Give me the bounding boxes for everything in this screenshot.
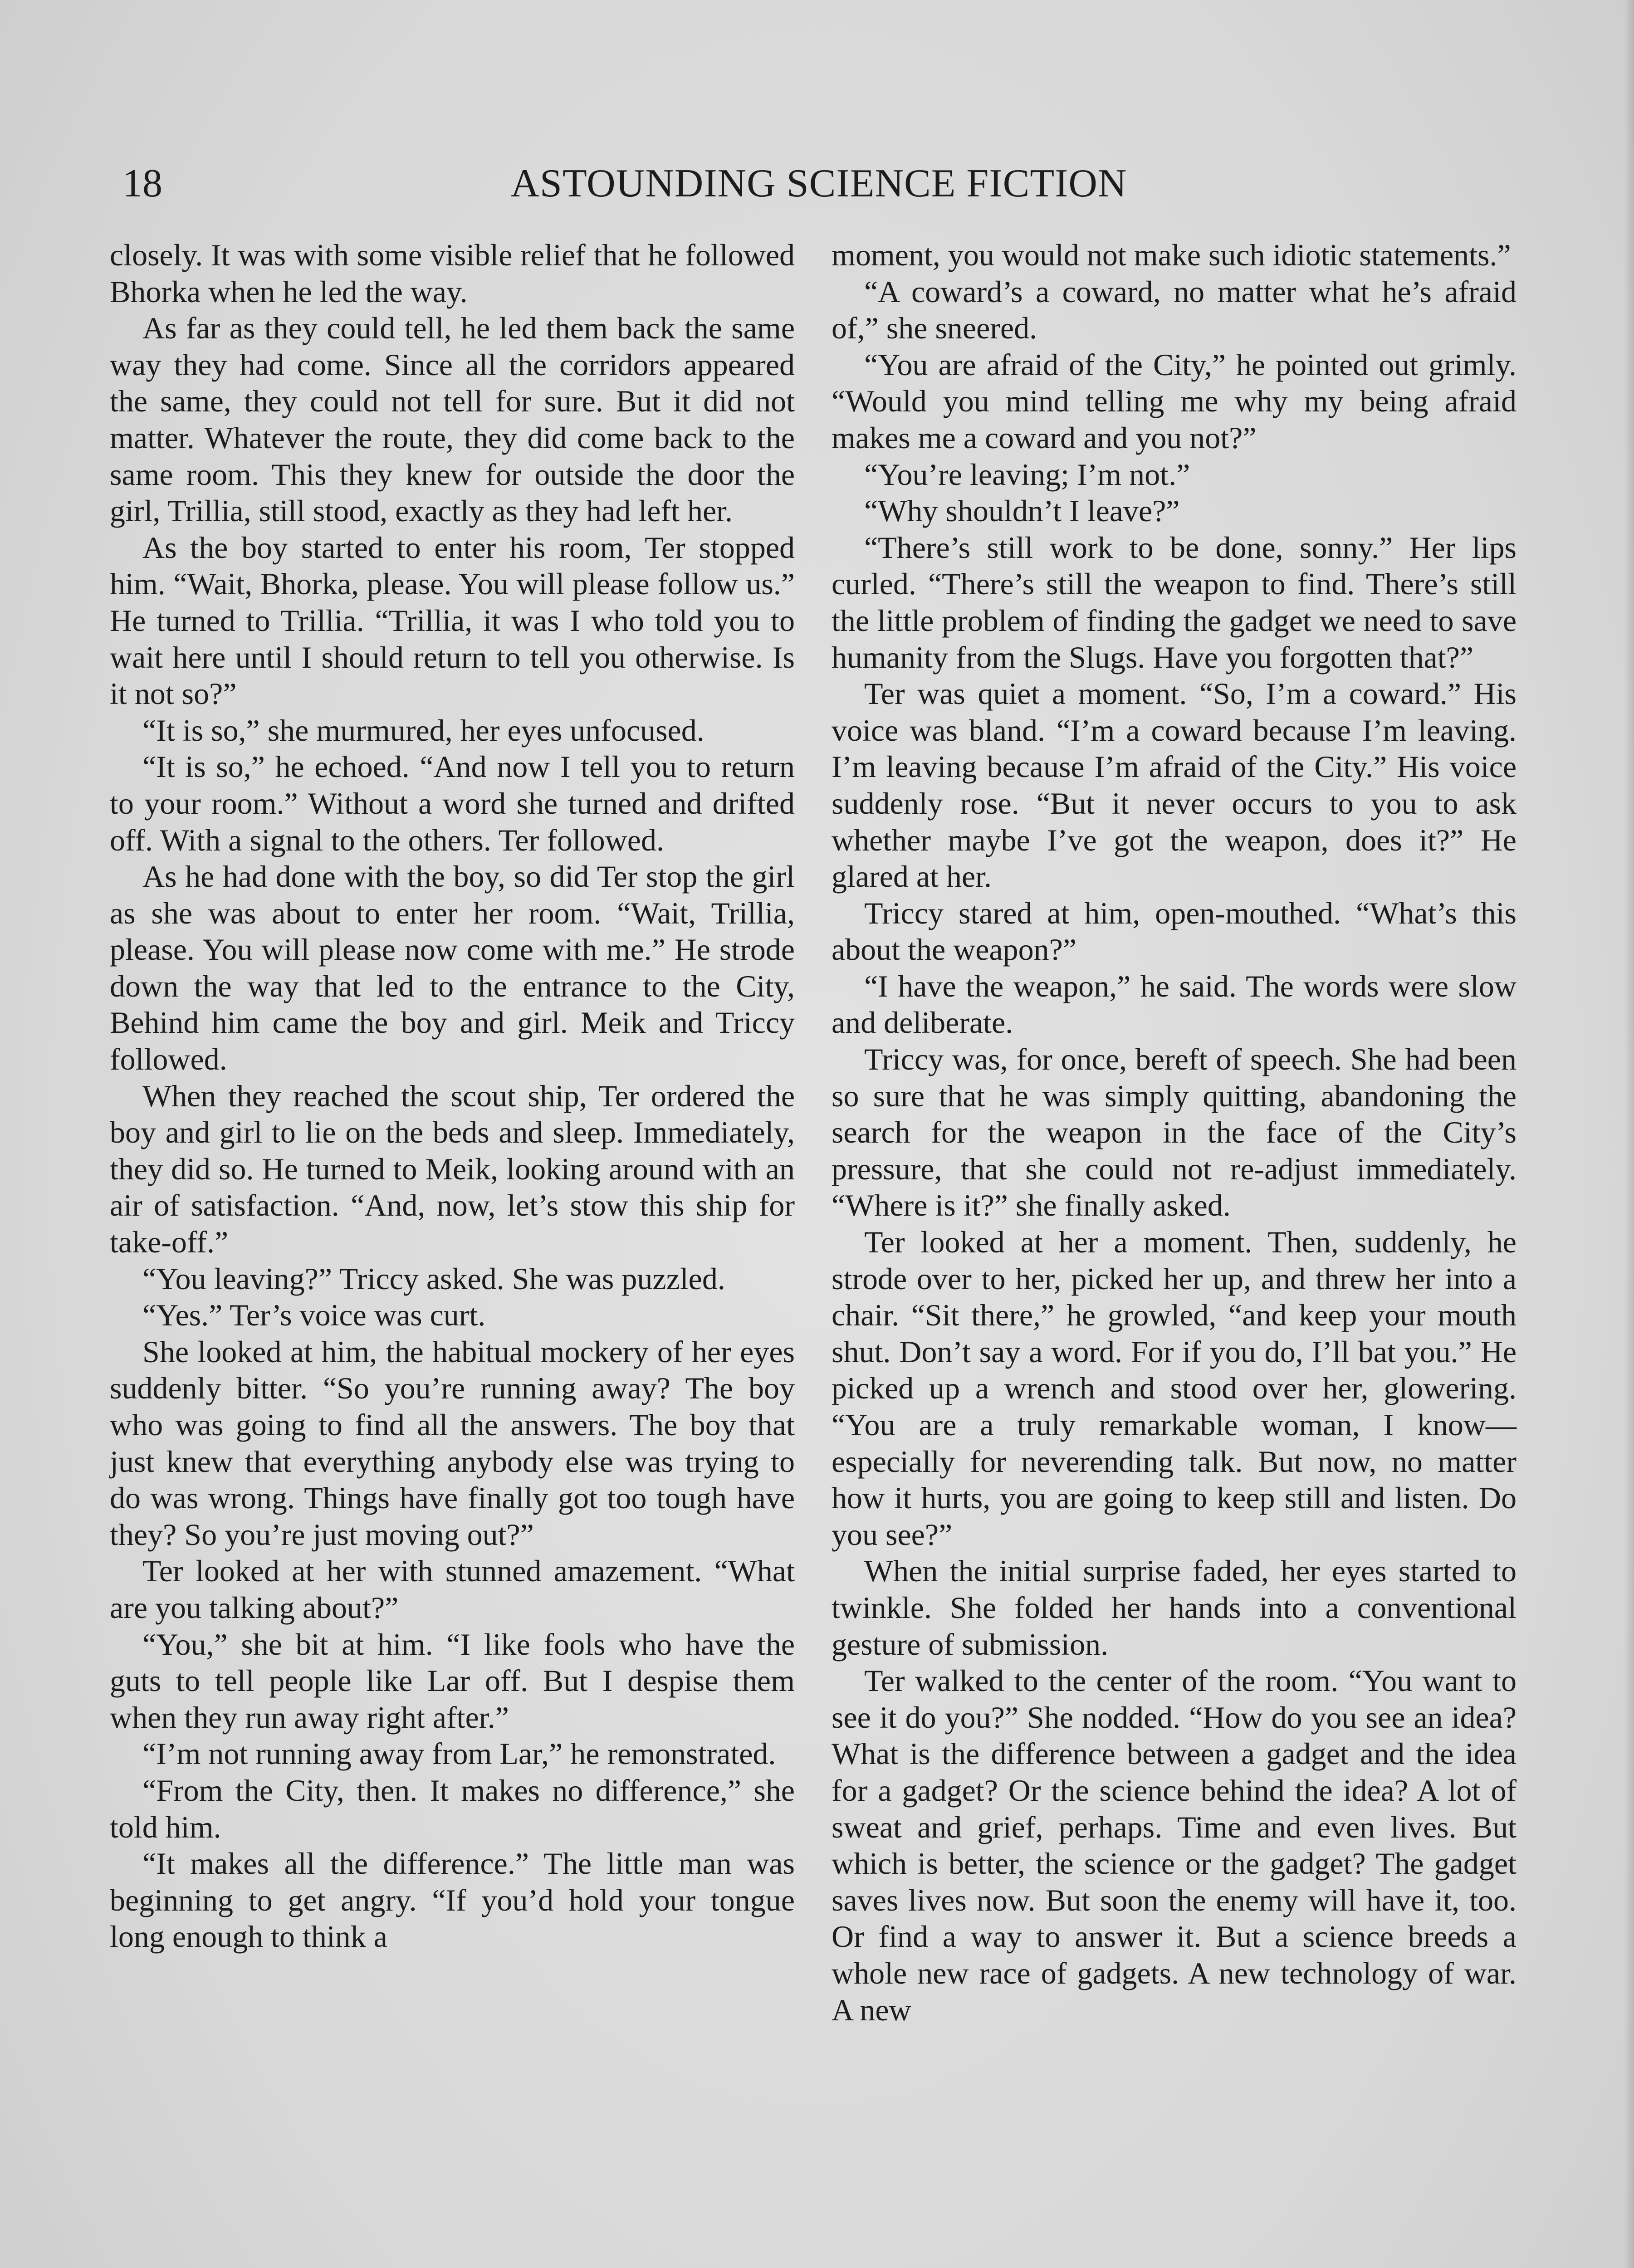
- paragraph: “It is so,” he echoed. “And now I tell you to return to your room.” Without a word she turned and drifted off. With a signal to the others. Ter followed.: [110, 749, 795, 857]
- magazine-title: ASTOUNDING SCIENCE FICTION: [510, 161, 1127, 205]
- paragraph: “You,” she bit at him. “I like fools who have the guts to tell people like Lar off. But I despise them when they run away right after.”: [110, 1627, 795, 1735]
- paragraph: closely. It was with some visible relief that he followed Bhorka when he led the way.: [110, 238, 795, 309]
- paragraph: Ter was quiet a moment. “So, I’m a coward.” His voice was bland. “I’m a coward because I’m leaving. I’m leaving because I’m afraid of the City.” His voice suddenly rose. “But it never occurs to you to ask whether maybe I’ve got the weapon, does it?” He glared at her.: [832, 676, 1517, 894]
- paragraph: “It is so,” she murmured, her eyes unfocused.: [142, 713, 704, 748]
- paragraph: “Yes.” Ter’s voice was curt.: [142, 1298, 486, 1333]
- paragraph: “You are afraid of the City,” he pointed out grimly. “Would you mind telling me why my being afraid makes me a coward and you not?”: [832, 347, 1517, 455]
- paragraph: Ter walked to the center of the room. “You want to see it do you?” She nodded. “How do you see an idea? What is the difference between a gadget and the idea for a gadget? Or the science behind the idea? A lot of sweat and grief, perhaps. Time and even lives. But which is better, the science or the gadget? The gadget saves lives now. But soon the enemy will have it, too. Or find a way to answer it. But a science breeds a whole new race of gadgets. A new technology of war. A new: [832, 1663, 1517, 2027]
- paragraph: “Why shouldn’t I leave?”: [864, 494, 1180, 528]
- running-head: [122, 159, 1515, 209]
- paragraph: “You leaving?” Triccy asked. She was puzzled.: [142, 1261, 725, 1296]
- paragraph: As he had done with the boy, so did Ter stop the girl as she was about to enter her room. “Wait, Trillia, please. You will please now come with me.” He strode down the way that led to the entrance to the City, Behind him came the boy and girl. Meik and Triccy followed.: [110, 859, 795, 1077]
- paragraph: When they reached the scout ship, Ter ordered the boy and girl to lie on the beds and sleep. Immediately, they did so. He turned to Meik, looking around with an air of satisfaction. “And, now, let’s stow this ship for take-off.”: [110, 1078, 795, 1260]
- page-edge-shadow: [1624, 0, 1634, 2268]
- paragraph: As far as they could tell, he led them back the same way they had come. Since all the corridors appeared the same, they could not tell for sure. But it did not matter. Whatever the route, they did come back to the same room. This they knew for outside the door the girl, Trillia, still stood, exactly as they had left her.: [110, 311, 795, 528]
- paragraph: “I’m not running away from Lar,” he remonstrated.: [142, 1736, 776, 1771]
- paragraph: “I have the weapon,” he said. The words were slow and deliberate.: [832, 968, 1517, 1040]
- right-column: [832, 237, 1517, 2028]
- paragraph: “There’s still work to be done, sonny.” Her lips curled. “There’s still the weapon to find. There’s still the little problem of finding the gadget we need to save humanity from the Slugs. Have you forgotten that?”: [832, 530, 1517, 675]
- left-column: [110, 237, 795, 1955]
- paragraph: “From the City, then. It makes no difference,” she told him.: [110, 1773, 795, 1844]
- paragraph: “A coward’s a coward, no matter what he’s afraid of,” she sneered.: [832, 274, 1517, 346]
- paragraph: moment, you would not make such idiotic statements.”: [832, 238, 1511, 272]
- paragraph: Ter looked at her a moment. Then, suddenly, he strode over to her, picked her up, and threw her into a chair. “Sit there,” he growled, “and keep your mouth shut. Don’t say a word. For if you do, I’ll bat you.” He picked up a wrench and stood over her, glowering. “You are a truly remarkable woman, I know—especially for neverending talk. But now, no matter how it hurts, you are going to keep still and listen. Do you see?”: [832, 1225, 1517, 1552]
- paragraph: “You’re leaving; I’m not.”: [864, 457, 1190, 492]
- paragraph: Ter looked at her with stunned amazement. “What are you talking about?”: [110, 1554, 795, 1625]
- page-number: 18: [122, 161, 162, 205]
- paragraph: Triccy stared at him, open-mouthed. “What’s this about the weapon?”: [832, 895, 1517, 967]
- paragraph: When the initial surprise faded, her eyes started to twinkle. She folded her hands into a conventional gesture of submission.: [832, 1554, 1517, 1662]
- paragraph: Triccy was, for once, bereft of speech. She had been so sure that he was simply quitting, abandoning the search for the weapon in the face of the City’s pressure, that she could not re-adjust immediately. “Where is it?” she finally asked.: [832, 1042, 1517, 1223]
- paragraph: She looked at him, the habitual mockery of her eyes suddenly bitter. “So you’re running away? The boy who was going to find all the answers. The boy that just knew that everything anybody else was trying to do was wrong. Things have finally got too tough have they? So you’re just moving out?”: [110, 1334, 795, 1552]
- paragraph: “It makes all the difference.” The little man was beginning to get angry. “If you’d hold your tongue long enough to think a: [110, 1846, 795, 1954]
- paragraph: As the boy started to enter his room, Ter stopped him. “Wait, Bhorka, please. You will please follow us.” He turned to Trillia. “Trillia, it was I who told you to wait here until I should return to tell you otherwise. Is it not so?”: [110, 530, 795, 711]
